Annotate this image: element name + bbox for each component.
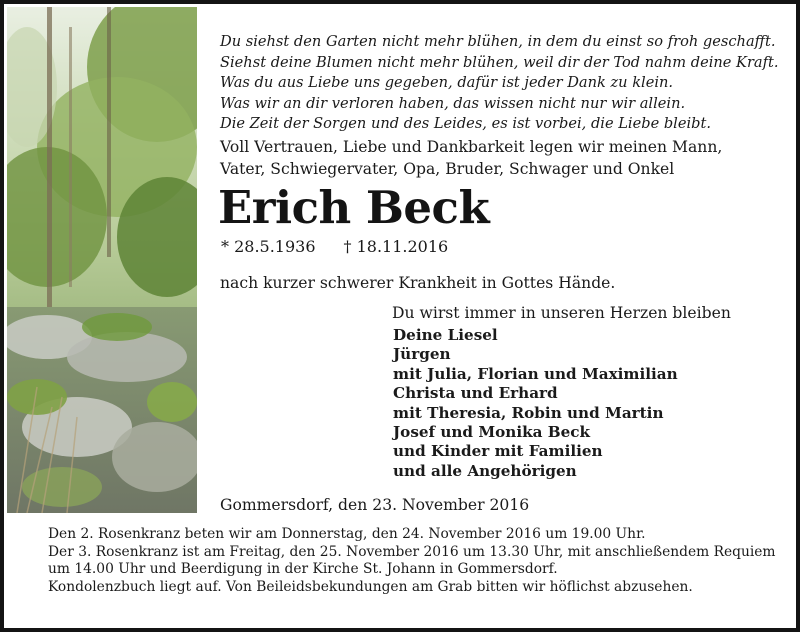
note-paragraph: Kondolenzbuch liegt auf. Von Beileidsbekundungen am Grab bitten wir höflichst abzusehen. [48,578,693,595]
mourner-entry: mit Julia, Florian und Maximilian [393,364,678,383]
poem-line: Was wir an dir verloren haben, das wissen nicht nur wir allein. [220,94,686,112]
place-and-date: Gommersdorf, den 23. November 2016 [220,496,530,514]
mourner-entry: Josef und Monika Beck [393,423,591,442]
note-paragraph: Der 3. Rosenkranz ist am Freitag, den 25. November 2016 um 13.30 Uhr, mit anschließendem Requiem um 14.00 Uhr und Beerdigung in der Kirche St. Johann in Gommersdorf. [48,543,776,578]
mourner-entry: mit Theresia, Robin und Martin [393,403,664,422]
passing-sentence: nach kurzer schwerer Krankheit in Gottes Hände. [220,274,616,292]
forest-stream-image [7,7,197,513]
memorial-poem [220,32,780,135]
poem-line: Siehst deine Blumen nicht mehr blühen, weil dir der Tod nahm deine Kraft. [220,53,779,71]
funeral-notes [48,526,778,596]
poem-line: Du siehst den Garten nicht mehr blühen, in dem du einst so froh geschafft. [220,33,776,50]
poem-line: Die Zeit der Sorgen und des Leides, es ist vorbei, die Liebe bleibt. [220,115,711,133]
mourner-entry: Christa und Erhard [393,384,558,403]
mourner-entry: Deine Liesel [393,326,498,344]
intro-line: Voll Vertrauen, Liebe und Dankbarkeit legen wir meinen Mann, [220,138,723,156]
birth-date: * 28.5.1936 [221,237,316,256]
intro-line: Vater, Schwiegervater, Opa, Bruder, Schwager und Onkel [220,160,675,178]
mourner-entry: Jürgen [393,345,451,364]
mourners-list [393,326,678,481]
note-paragraph: Den 2. Rosenkranz beten wir am Donnerstag, den 24. November 2016 um 19.00 Uhr. [48,526,646,542]
intro-text [220,136,780,180]
farewell-line: Du wirst immer in unseren Herzen bleiben [392,304,731,322]
deceased-name: Erich Beck [218,181,490,234]
mourner-entry: und alle Angehörigen [393,461,577,480]
life-dates [221,236,448,258]
poem-line: Was du aus Liebe uns gegeben, dafür ist jeder Dank zu klein. [220,74,674,92]
mourner-entry: und Kinder mit Familien [393,442,603,461]
nature-photo [7,7,197,513]
death-date: † 18.11.2016 [343,237,449,256]
